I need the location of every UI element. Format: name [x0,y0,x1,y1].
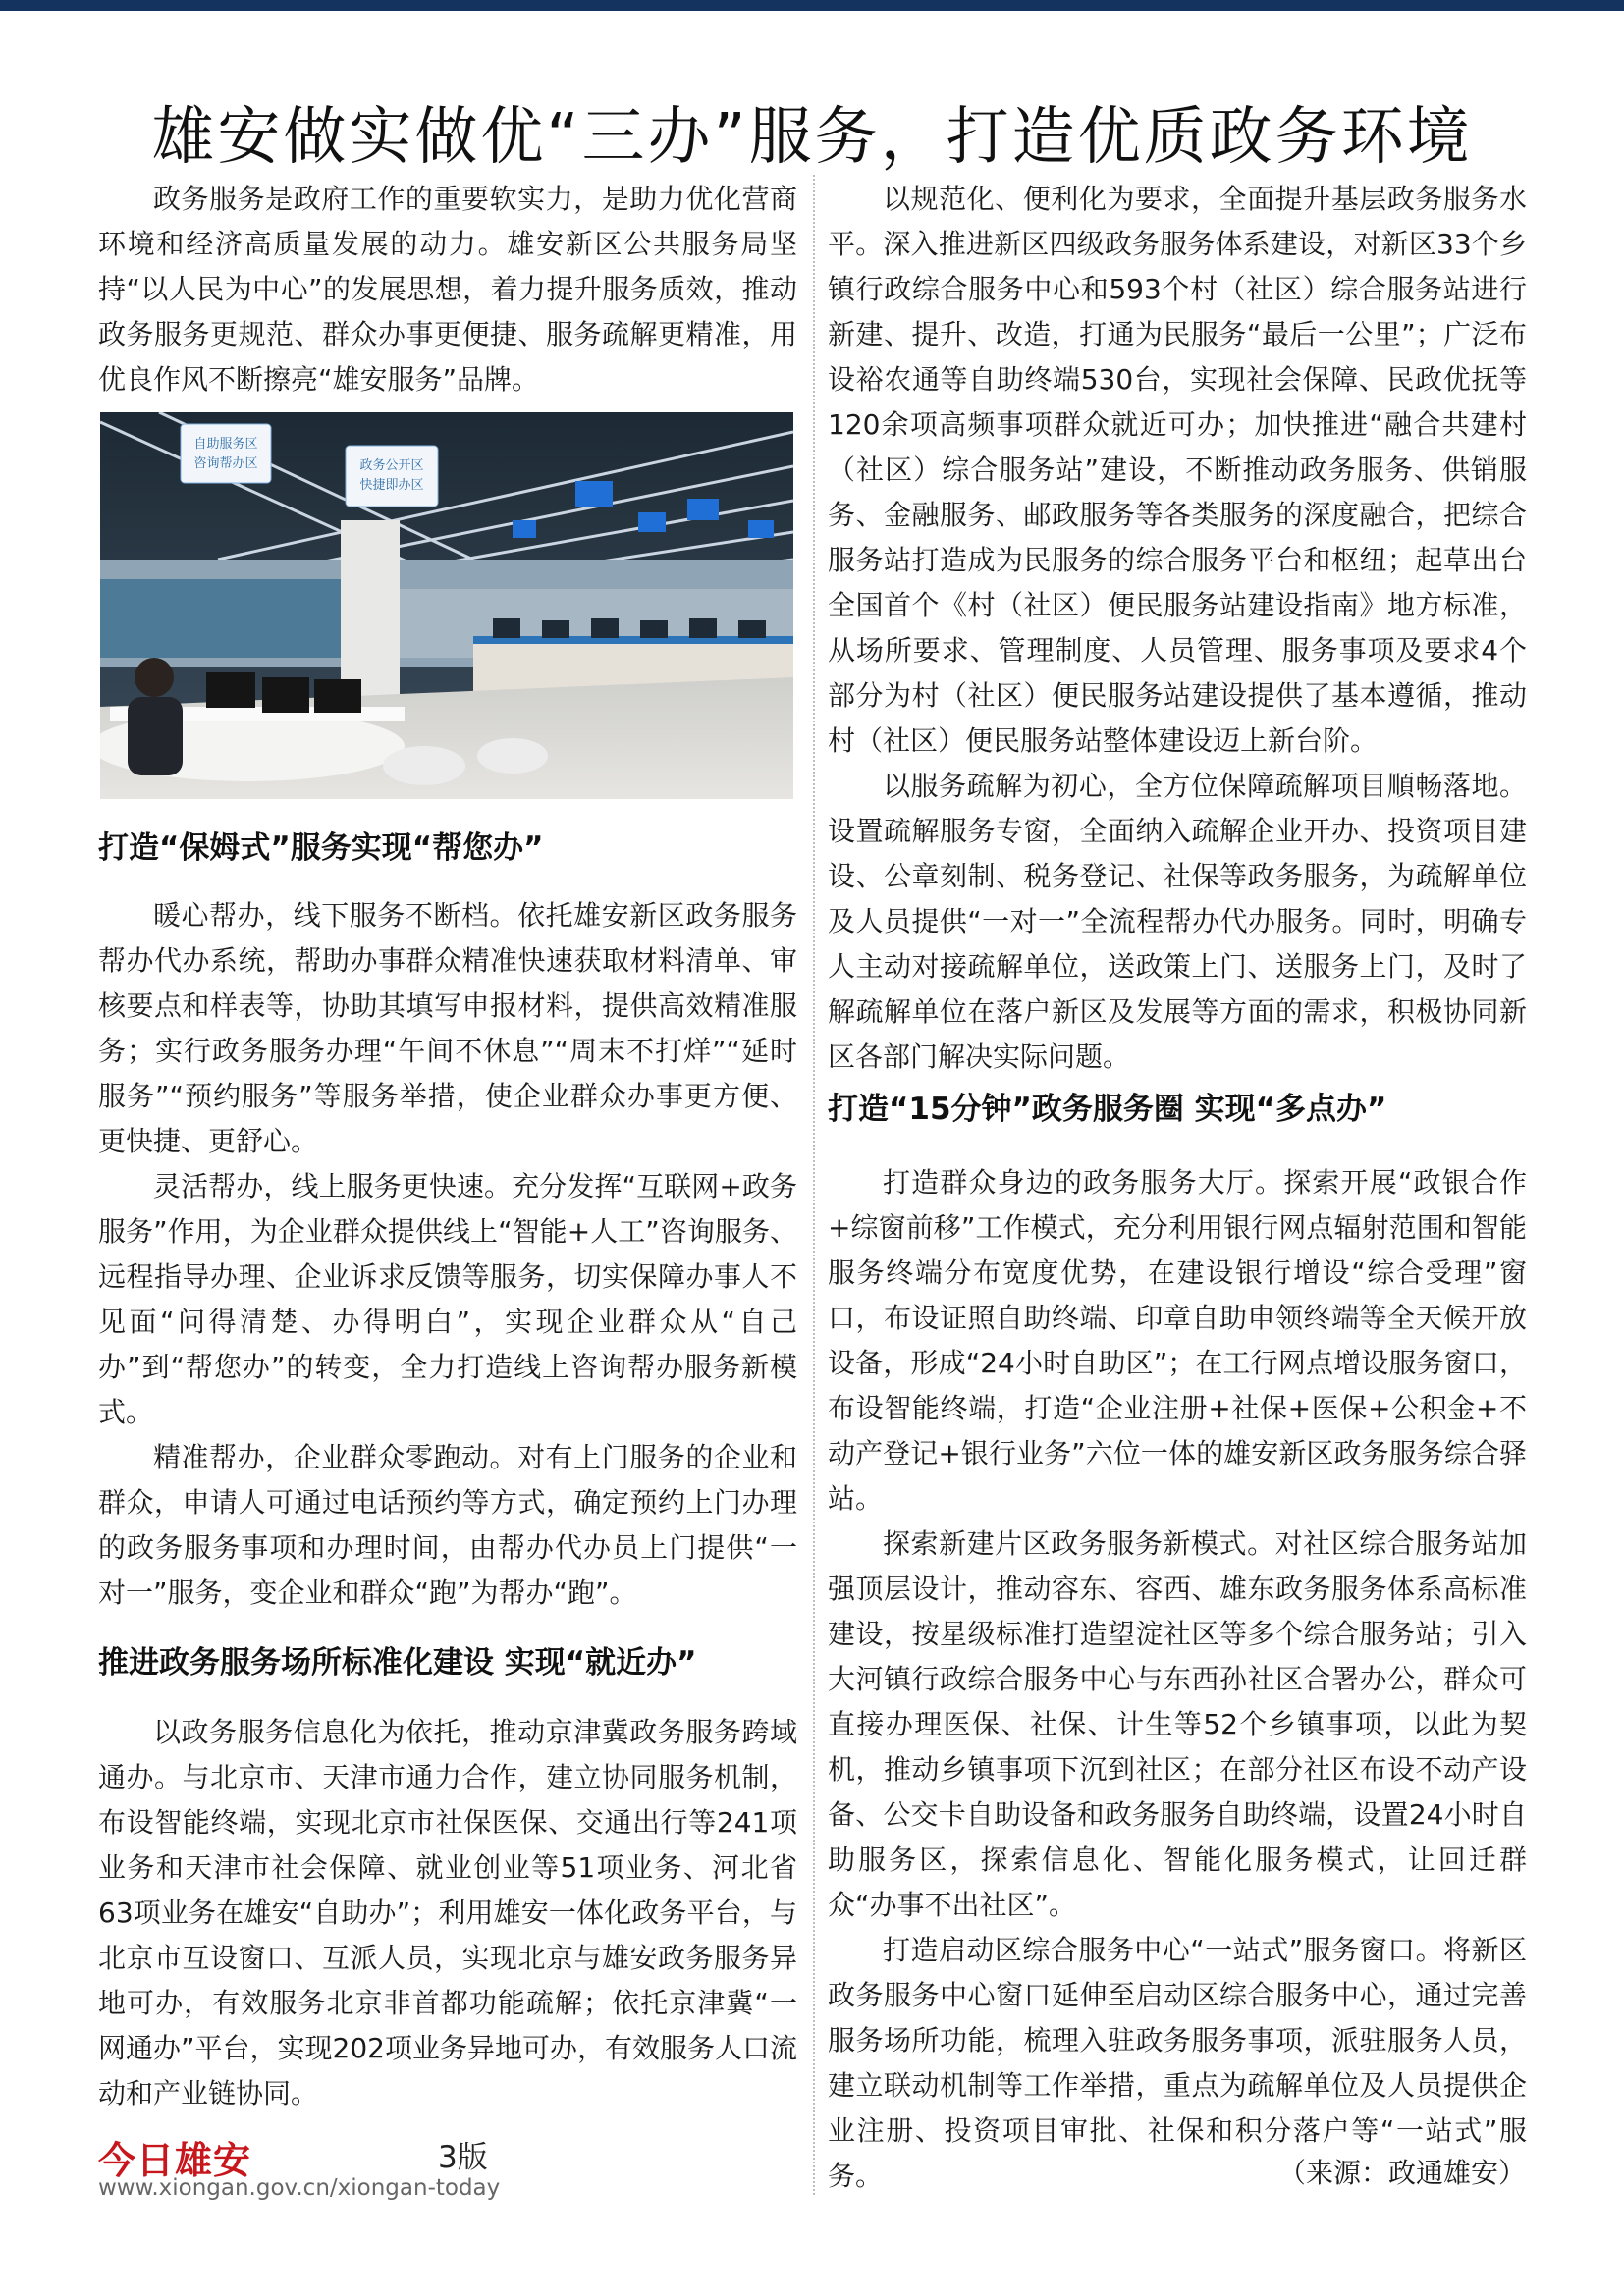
page-number: 3版 [438,2140,488,2175]
newspaper-logo: 今日雄安 [98,2138,252,2182]
source-credit: （来源：政通雄安） [1277,2157,1526,2189]
paragraph-relocation-service: 以服务疏解为初心，全方位保障疏解项目順畅落地。设置疏解服务专窗，全面纳入疏解企业开办、投资项目建设、公章刻制、税务登记、社保等政务服务，为疏解单位及人员提供“一对一”全流程帮办代办服务。同时，明确专人主动对接疏解单位，送政策上门、送服务上门，及时了解疏解单位在落户新区及发展等方面的需求，积极协同新区各部门解决实际问题。 [828,770,1527,1073]
website-url: www.xiongan.gov.cn/xiongan-today [98,2175,501,2201]
paragraph-grassroots: 以规范化、便利化为要求，全面提升基层政务服务水平。深入推进新区四级政务服务体系建设，对新区33个乡镇行政综合服务中心和593个村（社区）综合服务站进行新建、提升、改造，打通为民服务“最后一公里”；广泛布设裕农通等自助终端530台，实现社会保障、民政优抚等120余项高频事项群众就近可办；加快推进“融合共建村（社区）综合服务站”建设，不断推动政务服务、供销服务、金融服务、邮政服务等各类服务的深度融合，把综合服务站打造成为民服务的综合服务平台和枢纽；起草出台全国首个《村（社区）便民服务站建设指南》地方标准，从场所要求、管理制度、人员管理、服务事项及要求4个部分为村（社区）便民服务站建设提供了基本遵循，推动村（社区）便民服务站整体建设迈上新台阶。 [828,183,1527,757]
column-divider [813,175,815,2195]
photo-sign-quick: 快捷即办区 [359,478,424,493]
paragraph-online-help: 灵活帮办，线上服务更快速。充分发挥“互联网+政务服务”作用，为企业群众提供线上“智能+人工”咨询服务、远程指导办理、企业诉求反馈等服务，切实保障办事人不见面“问得清楚、办得明白”，实现企业群众从“自己办”到“帮您办”的转变，全力打造线上咨询帮办服务新模式。 [98,1170,797,1428]
section-title-15-minute: 打造“15分钟”政务服务圈 实现“多点办” [828,1092,1387,1127]
paragraph-bank-cooperation: 打造群众身边的政务服务大厅。探索开展“政银合作+综窗前移”工作模式，充分利用银行网点辐射范围和智能服务终端分布宽度优势，在建设银行增设“综合受理”窗口，布设证照自助终端、印章自助申领终端等全天候开放设备，形成“24小时自助区”；在工行网点增设服务窗口，布设智能终端，打造“企业注册+社保+医保+公积金+不动产登记+银行业务”六位一体的雄安新区政务服务综合驿站。 [828,1166,1527,1515]
paragraph-offline-help: 暖心帮办，线下服务不断档。依托雄安新区政务服务帮办代办系统，帮助办事群众精准快速获取材料清单、审核要点和样表等，协助其填写申报材料，提供高效精准服务；实行政务服务办理“午间不休息”“周末不打烊”“延时服务”“预约服务”等服务举措，使企业群众办事更方便、更快捷、更舒心。 [98,899,797,1157]
right-column [828,177,1527,2199]
top-color-bar [0,0,1624,11]
left-column [98,177,797,2116]
paragraph-cross-region: 以政务服务信息化为依托，推动京津冀政务服务跨域通办。与北京市、天津市通力合作，建立协同服务机制，布设智能终端，实现北京市社保医保、交通出行等241项业务和天津市社会保障、就业创业等51项业务、河北省63项业务在雄安“自助办”；利用雄安一体化政务平台，与北京市互设窗口、互派人员，实现北京与雄安政务服务异地可办，有效服务北京非首都功能疏解；依托京津冀“一网通办”平台，实现202项业务异地可办，有效服务人口流动和产业链协同。 [98,1716,797,2109]
photo-sign-consult: 咨询帮办区 [193,456,258,471]
paragraph-doorstep-help: 精准帮办，企业群众零跑动。对有上门服务的企业和群众，申请人可通过电话预约等方式，确定预约上门办理的政务服务事项和办理时间，由帮办代办员上门提供“一对一”服务，变企业和群众“跑”为帮办“跑”。 [98,1441,797,1609]
paragraph-one-stop: 打造启动区综合服务中心“一站式”服务窗口。将新区政务服务中心窗口延伸至启动区综合服务中心，通过完善服务场所功能，梳理入驻政务服务事项，派驻服务人员，建立联动机制等工作举措，重点为疏解单位及人员提供企业注册、投资项目审批、社保和积分落户等“一站式”服务。 [828,1934,1527,2192]
paragraph-community-service: 探索新建片区政务服务新模式。对社区综合服务站加强顶层设计，推动容东、容西、雄东政务服务体系高标准建设，按星级标准打造望淀社区等多个综合服务站；引入大河镇行政综合服务中心与东西孙社区合署办公，群众可直接办理医保、社保、计生等52个乡镇事项，以此为契机，推动乡镇事项下沉到社区；在部分社区布设不动产设备、公交卡自助设备和政务服务自助终端，设置24小时自助服务区，探索信息化、智能化服务模式，让回迁群众“办事不出社区”。 [828,1527,1527,1921]
section-title-baomu: 打造“保姆式”服务实现“帮您办” [98,830,544,866]
photo-sign-public: 政务公开区 [359,458,424,473]
photo-sign-self-service: 自助服务区 [193,437,258,452]
service-hall-photo [100,412,793,799]
headline: 雄安做实做优“三办”服务，打造优质政务环境 [151,100,1473,174]
intro-paragraph: 政务服务是政府工作的重要软实力，是助力优化营商环境和经济高质量发展的动力。雄安新区公共服务局坚持“以人民为中心”的发展思想，着力提升服务质效，推动政务服务更规范、群众办事更便捷、服务疏解更精准，用优良作风不断擦亮“雄安服务”品牌。 [98,183,797,396]
section-title-standardization: 推进政务服务场所标准化建设 实现“就近办” [98,1645,697,1681]
